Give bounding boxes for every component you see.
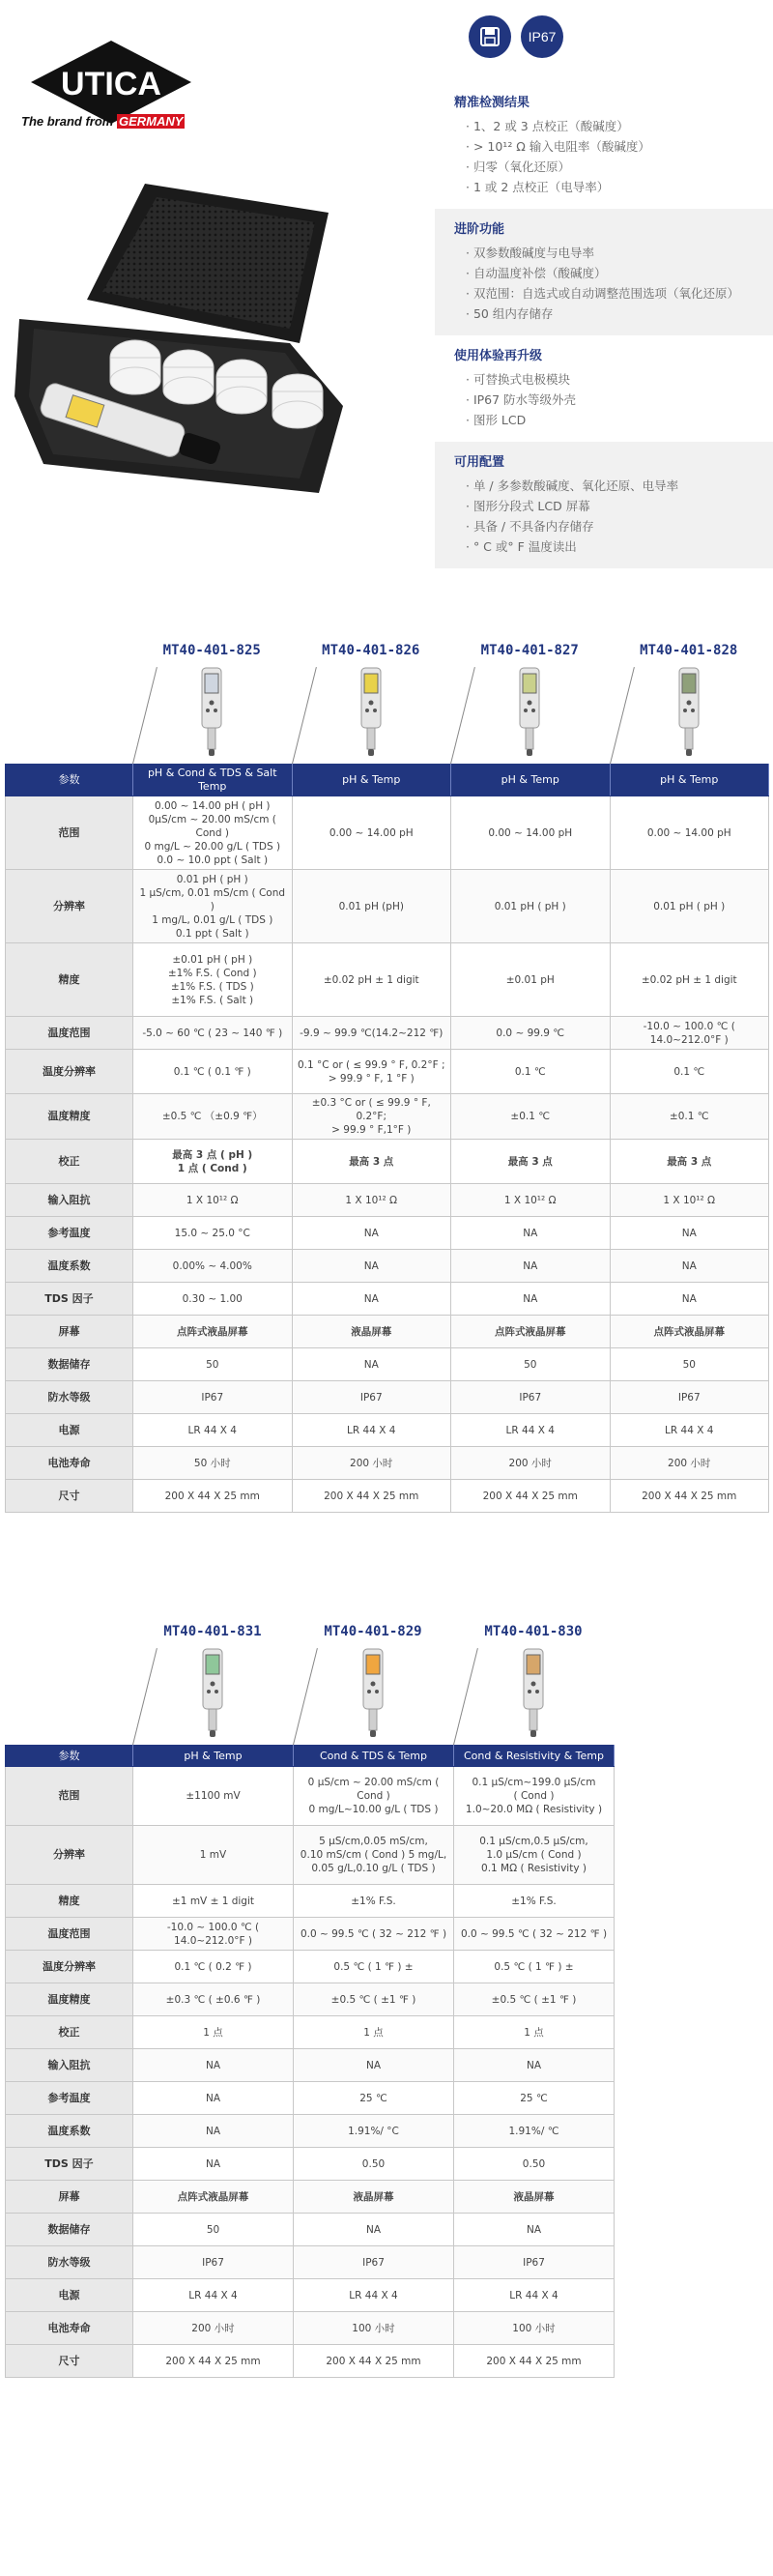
spec-value-cell: 200 X 44 X 25 mm bbox=[454, 2345, 615, 2378]
spec-value-cell: NA bbox=[610, 1250, 769, 1283]
feature-item: · 1 或 2 点校正（电导率） bbox=[466, 177, 761, 197]
spec-value-cell: NA bbox=[451, 1283, 611, 1316]
spec-value-cell: LR 44 X 4 bbox=[292, 1414, 451, 1447]
spec-value-cell: NA bbox=[294, 2049, 454, 2082]
spec-value-cell: IP67 bbox=[292, 1381, 451, 1414]
spec-value-cell: 200 X 44 X 25 mm bbox=[133, 2345, 294, 2378]
spec-value-cell: NA bbox=[610, 1283, 769, 1316]
spec-value-cell: 最高 3 点 bbox=[292, 1140, 451, 1184]
table-row bbox=[6, 1381, 769, 1414]
table-row bbox=[6, 1918, 615, 1951]
param-label-cell: 范围 bbox=[6, 1767, 133, 1826]
spec-value-cell: 25 ℃ bbox=[294, 2082, 454, 2115]
spec-value-cell: 最高 3 点 ( pH ) 1 点 ( Cond ) bbox=[133, 1140, 293, 1184]
spec-value-cell: ±0.02 pH ± 1 digit bbox=[292, 943, 451, 1017]
spec-value-cell: ±0.1 ℃ bbox=[610, 1094, 769, 1140]
spec-value-cell: 50 bbox=[133, 1348, 293, 1381]
param-header-cell: 参数 bbox=[6, 765, 133, 796]
table-row bbox=[6, 1017, 769, 1050]
spec-value-cell: NA bbox=[292, 1348, 451, 1381]
model-number: MT40-401-826 bbox=[322, 643, 420, 658]
meter-product-image bbox=[676, 666, 701, 758]
spec-value-cell: 200 X 44 X 25 mm bbox=[294, 2345, 454, 2378]
model-number: MT40-401-827 bbox=[480, 643, 579, 658]
spec-value-cell: 1 X 10¹² Ω bbox=[610, 1184, 769, 1217]
spec-value-cell: -5.0 ~ 60 ℃ ( 23 ~ 140 ℉ ) bbox=[133, 1017, 293, 1050]
feature-title: 精准检测结果 bbox=[454, 96, 530, 110]
spec-value-cell: NA bbox=[133, 2049, 294, 2082]
spec-value-cell: 0.50 bbox=[294, 2148, 454, 2181]
table-row bbox=[6, 1217, 769, 1250]
meter-product-image bbox=[358, 666, 384, 758]
spec-value-cell: 液晶屏幕 bbox=[454, 2181, 615, 2214]
spec-value-cell: 0.00 ~ 14.00 pH bbox=[451, 796, 611, 870]
spec-value-cell: 点阵式液晶屏幕 bbox=[610, 1316, 769, 1348]
spec-value-cell: ±1% F.S. bbox=[454, 1885, 615, 1918]
spec-table-1 bbox=[5, 764, 769, 1513]
table-row bbox=[6, 1094, 769, 1140]
spec-value-cell: 50 bbox=[451, 1348, 611, 1381]
utica-logo bbox=[19, 39, 203, 135]
spec-value-cell: -10.0 ~ 100.0 ℃ ( 14.0~212.0°F ) bbox=[610, 1017, 769, 1050]
param-label-cell: 输入阻抗 bbox=[6, 1184, 133, 1217]
spec-value-cell: 最高 3 点 bbox=[610, 1140, 769, 1184]
param-label-cell: 防水等级 bbox=[6, 1381, 133, 1414]
model-column-header bbox=[132, 643, 292, 762]
table-row bbox=[6, 2181, 615, 2214]
param-label-cell: 电源 bbox=[6, 2279, 133, 2312]
table-row bbox=[6, 1826, 615, 1885]
spec-value-cell: NA bbox=[451, 1217, 611, 1250]
utica-diamond-logo bbox=[19, 39, 203, 126]
feature-title: 使用体验再升级 bbox=[454, 349, 543, 363]
spec-value-cell: 0.1 ℃ ( 0.2 ℉ ) bbox=[133, 1951, 294, 1983]
table-row bbox=[6, 1447, 769, 1480]
spec-value-cell: 50 bbox=[610, 1348, 769, 1381]
param-label-cell: 输入阻抗 bbox=[6, 2049, 133, 2082]
param-label-cell: 数据储存 bbox=[6, 1348, 133, 1381]
spec-value-cell: 0.1 ℃ bbox=[451, 1050, 611, 1094]
spec-value-cell: 0.00 ~ 14.00 pH bbox=[292, 796, 451, 870]
meter-product-image bbox=[521, 1647, 546, 1739]
spec-value-cell: 0.0 ~ 99.5 ℃ ( 32 ~ 212 ℉ ) bbox=[294, 1918, 454, 1951]
spec-value-cell: 0.50 bbox=[454, 2148, 615, 2181]
spec-value-cell: 25 ℃ bbox=[454, 2082, 615, 2115]
feature-item: · 可替换式电极模块 bbox=[466, 369, 761, 390]
feature-item: · ° C 或° F 温度读出 bbox=[466, 536, 761, 557]
param-label-cell: 校正 bbox=[6, 2016, 133, 2049]
feature-item: · IP67 防水等级外壳 bbox=[466, 390, 761, 410]
model-column-header bbox=[453, 1624, 614, 1743]
param-label-cell: 温度分辨率 bbox=[6, 1050, 133, 1094]
spec-value-cell: 200 小时 bbox=[133, 2312, 294, 2345]
feature-item: · 图形 LCD bbox=[466, 410, 761, 430]
spec-value-cell: LR 44 X 4 bbox=[454, 2279, 615, 2312]
spec-table-1-section bbox=[5, 643, 769, 1513]
feature-block-configs bbox=[435, 442, 773, 568]
spec-value-cell: 1 X 10¹² Ω bbox=[133, 1184, 293, 1217]
param-label-cell: 尺寸 bbox=[6, 2345, 133, 2378]
spec-value-cell: 0.0 ~ 99.5 ℃ ( 32 ~ 212 ℉ ) bbox=[454, 1918, 615, 1951]
spec-value-cell: 200 X 44 X 25 mm bbox=[610, 1480, 769, 1513]
model-column-header bbox=[293, 1624, 453, 1743]
feature-badges bbox=[469, 15, 563, 58]
table-row bbox=[6, 2312, 615, 2345]
feature-item: · 1、2 或 3 点校正（酸碱度） bbox=[466, 116, 761, 136]
feature-item: · 双参数酸碱度与电导率 bbox=[466, 243, 761, 263]
table-row bbox=[6, 2082, 615, 2115]
spec-value-cell: NA bbox=[133, 2115, 294, 2148]
spec-value-cell: ±1 mV ± 1 digit bbox=[133, 1885, 294, 1918]
model-number: MT40-401-830 bbox=[484, 1624, 583, 1639]
spec-value-cell: 200 X 44 X 25 mm bbox=[451, 1480, 611, 1513]
spec-value-cell: 0.5 ℃ ( 1 ℉ ) ± bbox=[294, 1951, 454, 1983]
spec-value-cell: 1.91%/ °C bbox=[294, 2115, 454, 2148]
table-row bbox=[6, 1885, 615, 1918]
param-label-cell: 校正 bbox=[6, 1140, 133, 1184]
param-label-cell: TDS 因子 bbox=[6, 2148, 133, 2181]
spec-value-cell: 100 小时 bbox=[454, 2312, 615, 2345]
param-label-cell: 电源 bbox=[6, 1414, 133, 1447]
spec-value-cell: 点阵式液晶屏幕 bbox=[133, 1316, 293, 1348]
spec-value-cell: 200 小时 bbox=[451, 1447, 611, 1480]
spec-value-cell: 1 点 bbox=[294, 2016, 454, 2049]
spec-value-cell: 0.00 ~ 14.00 pH bbox=[610, 796, 769, 870]
spec-value-cell: 0.30 ~ 1.00 bbox=[133, 1283, 293, 1316]
param-label-cell: 参考温度 bbox=[6, 2082, 133, 2115]
param-label-cell: 电池寿命 bbox=[6, 2312, 133, 2345]
feature-item: · 自动温度补偿（酸碱度） bbox=[466, 263, 761, 283]
param-label-cell: 屏幕 bbox=[6, 2181, 133, 2214]
spec-value-cell: ±0.3 °C or ( ≤ 99.9 ° F, 0.2°F; > 99.9 ° F,1°F ) bbox=[292, 1094, 451, 1140]
spec-value-cell: 液晶屏幕 bbox=[294, 2181, 454, 2214]
spec-table-2 bbox=[5, 1745, 615, 2378]
spec-value-cell: IP67 bbox=[133, 1381, 293, 1414]
spec-value-cell: ±0.5 ℃ （±0.9 ℉） bbox=[133, 1094, 293, 1140]
svg-text:UTICA: UTICA bbox=[61, 66, 161, 102]
spec-value-cell: NA bbox=[292, 1217, 451, 1250]
model-column-header bbox=[132, 1624, 293, 1743]
spec-value-cell: 0.01 pH ( pH ) bbox=[451, 870, 611, 943]
model-type-header-cell: Cond & TDS & Temp bbox=[294, 1746, 454, 1767]
spec-value-cell: ±0.01 pH bbox=[451, 943, 611, 1017]
spec-value-cell: ±1% F.S. bbox=[294, 1885, 454, 1918]
param-label-cell: 温度范围 bbox=[6, 1918, 133, 1951]
param-label-cell: 分辨率 bbox=[6, 1826, 133, 1885]
feature-item: · 具备 / 不具备内存储存 bbox=[466, 516, 761, 536]
spec-value-cell: 0.01 pH (pH) bbox=[292, 870, 451, 943]
model-column-header bbox=[292, 643, 451, 762]
spec-value-cell: ±1100 mV bbox=[133, 1767, 294, 1826]
table-row bbox=[6, 1414, 769, 1447]
table-row bbox=[6, 2214, 615, 2246]
spec-value-cell: 0.1 μS/cm~199.0 μS/cm ( Cond ) 1.0~20.0 MΩ ( Resistivity ) bbox=[454, 1767, 615, 1826]
param-label-cell: 电池寿命 bbox=[6, 1447, 133, 1480]
model-type-header-cell: Cond & Resistivity & Temp bbox=[454, 1746, 615, 1767]
table-row bbox=[6, 2148, 615, 2181]
spec-value-cell: 0.1 ℃ ( 0.1 ℉ ) bbox=[133, 1050, 293, 1094]
param-label-cell: 分辨率 bbox=[6, 870, 133, 943]
spec-value-cell: 1.91%/ ℃ bbox=[454, 2115, 615, 2148]
spec-value-cell: IP67 bbox=[454, 2246, 615, 2279]
spec-value-cell: 15.0 ~ 25.0 °C bbox=[133, 1217, 293, 1250]
spec-value-cell: ±0.3 ℃ ( ±0.6 ℉ ) bbox=[133, 1983, 294, 2016]
spec-value-cell: NA bbox=[454, 2214, 615, 2246]
table-row bbox=[6, 2246, 615, 2279]
table-row bbox=[6, 2279, 615, 2312]
model-type-header-cell: pH & Temp bbox=[292, 765, 451, 796]
table-row bbox=[6, 2115, 615, 2148]
spec-value-cell: -10.0 ~ 100.0 ℃ ( 14.0~212.0°F ) bbox=[133, 1918, 294, 1951]
spec-value-cell: 1 X 10¹² Ω bbox=[292, 1184, 451, 1217]
param-label-cell: 温度系数 bbox=[6, 1250, 133, 1283]
param-label-cell: 温度精度 bbox=[6, 1094, 133, 1140]
spec-value-cell: ±0.5 ℃ ( ±1 ℉ ) bbox=[294, 1983, 454, 2016]
spec-value-cell: 0 μS/cm ~ 20.00 mS/cm ( Cond ) 0 mg/L~10.00 g/L ( TDS ) bbox=[294, 1767, 454, 1826]
spec-value-cell: IP67 bbox=[451, 1381, 611, 1414]
spec-value-cell: 0.00% ~ 4.00% bbox=[133, 1250, 293, 1283]
table-row bbox=[6, 2345, 615, 2378]
param-header-cell: 参数 bbox=[6, 1746, 133, 1767]
spec-value-cell: 200 X 44 X 25 mm bbox=[133, 1480, 293, 1513]
spec-value-cell: 点阵式液晶屏幕 bbox=[451, 1316, 611, 1348]
spec-value-cell: 0.1 μS/cm,0.5 μS/cm, 1.0 μS/cm ( Cond ) 0.1 MΩ ( Resistivity ) bbox=[454, 1826, 615, 1885]
table-header-row bbox=[6, 1746, 615, 1767]
spec-value-cell: 1 mV bbox=[133, 1826, 294, 1885]
param-label-cell: 数据储存 bbox=[6, 2214, 133, 2246]
model-number: MT40-401-828 bbox=[640, 643, 738, 658]
spec-value-cell: NA bbox=[133, 2148, 294, 2181]
ip67-badge: IP67 bbox=[521, 15, 563, 58]
spec-value-cell: 50 小时 bbox=[133, 1447, 293, 1480]
spec-value-cell: 最高 3 点 bbox=[451, 1140, 611, 1184]
spec-value-cell: NA bbox=[292, 1250, 451, 1283]
table-row bbox=[6, 1767, 615, 1826]
param-label-cell: 参考温度 bbox=[6, 1217, 133, 1250]
model-number: MT40-401-831 bbox=[163, 1624, 262, 1639]
param-label-cell: 温度分辨率 bbox=[6, 1951, 133, 1983]
model-number: MT40-401-825 bbox=[162, 643, 261, 658]
spec-value-cell: LR 44 X 4 bbox=[133, 1414, 293, 1447]
spec-value-cell: IP67 bbox=[294, 2246, 454, 2279]
spec-value-cell: IP67 bbox=[133, 2246, 294, 2279]
param-label-cell: TDS 因子 bbox=[6, 1283, 133, 1316]
feature-block-experience bbox=[435, 335, 773, 442]
param-label-cell: 温度精度 bbox=[6, 1983, 133, 2016]
table-row bbox=[6, 1951, 615, 1983]
param-label-cell: 范围 bbox=[6, 796, 133, 870]
table-row bbox=[6, 1140, 769, 1184]
meter-product-image bbox=[199, 666, 224, 758]
feature-item: · 图形分段式 LCD 屏幕 bbox=[466, 496, 761, 516]
param-label-cell: 防水等级 bbox=[6, 2246, 133, 2279]
spec-value-cell: 液晶屏幕 bbox=[292, 1316, 451, 1348]
param-label-cell: 尺寸 bbox=[6, 1480, 133, 1513]
spec-value-cell: 1 X 10¹² Ω bbox=[451, 1184, 611, 1217]
spec-value-cell: 200 小时 bbox=[292, 1447, 451, 1480]
table-row bbox=[6, 2016, 615, 2049]
feature-item: · 50 组内存储存 bbox=[466, 304, 761, 324]
spec-table-2-section bbox=[5, 1624, 615, 2378]
spec-value-cell: ±0.01 pH ( pH ) ±1% F.S. ( Cond ) ±1% F.S. ( TDS ) ±1% F.S. ( Salt ) bbox=[133, 943, 293, 1017]
spec-value-cell: 200 小时 bbox=[610, 1447, 769, 1480]
spec-value-cell: 0.0 ~ 99.9 ℃ bbox=[451, 1017, 611, 1050]
spec-value-cell: ±0.5 ℃ ( ±1 ℉ ) bbox=[454, 1983, 615, 2016]
param-label-cell: 温度范围 bbox=[6, 1017, 133, 1050]
table-row bbox=[6, 1184, 769, 1217]
spec-value-cell: NA bbox=[610, 1217, 769, 1250]
table-row bbox=[6, 870, 769, 943]
table-row bbox=[6, 2049, 615, 2082]
spec-value-cell: 200 X 44 X 25 mm bbox=[292, 1480, 451, 1513]
spec-value-cell: 1 点 bbox=[133, 2016, 294, 2049]
model-type-header-cell: pH & Temp bbox=[610, 765, 769, 796]
table-row bbox=[6, 1316, 769, 1348]
feature-item: · 归零（氧化还原） bbox=[466, 157, 761, 177]
meter-product-image bbox=[360, 1647, 386, 1739]
model-type-header-cell: pH & Cond & TDS & Salt Temp bbox=[133, 765, 293, 796]
spec-value-cell: 0.00 ~ 14.00 pH ( pH ) 0μS/cm ~ 20.00 mS/cm ( Cond ) 0 mg/L ~ 20.00 g/L ( TDS ) 0.0 ~ 10.0 ppt ( Salt ) bbox=[133, 796, 293, 870]
spec-value-cell: NA bbox=[133, 2082, 294, 2115]
model-column-header bbox=[450, 643, 610, 762]
table-row bbox=[6, 1050, 769, 1094]
spec-value-cell: LR 44 X 4 bbox=[294, 2279, 454, 2312]
model-header-row bbox=[5, 1624, 614, 1745]
spec-value-cell: LR 44 X 4 bbox=[451, 1414, 611, 1447]
spec-value-cell: 50 bbox=[133, 2214, 294, 2246]
model-column-header bbox=[610, 643, 769, 762]
spec-value-cell: NA bbox=[292, 1283, 451, 1316]
spec-value-cell: 0.01 pH ( pH ) 1 μS/cm, 0.01 mS/cm ( Cond ) 1 mg/L, 0.01 g/L ( TDS ) 0.1 ppt ( Salt ) bbox=[133, 870, 293, 943]
table-row bbox=[6, 1250, 769, 1283]
table-row bbox=[6, 1983, 615, 2016]
brand-tagline: The brand from GERMANY bbox=[21, 114, 184, 129]
feature-list bbox=[435, 82, 773, 568]
spec-value-cell: -9.9 ~ 99.9 ℃(14.2~212 ℉) bbox=[292, 1017, 451, 1050]
param-label-cell: 精度 bbox=[6, 1885, 133, 1918]
param-label-cell: 屏幕 bbox=[6, 1316, 133, 1348]
feature-block-accuracy bbox=[435, 82, 773, 209]
spec-value-cell: LR 44 X 4 bbox=[133, 2279, 294, 2312]
feature-item: · 单 / 多参数酸碱度、氧化还原、电导率 bbox=[466, 476, 761, 496]
table-row bbox=[6, 1348, 769, 1381]
table-row bbox=[6, 1283, 769, 1316]
model-type-header-cell: pH & Temp bbox=[451, 765, 611, 796]
model-type-header-cell: pH & Temp bbox=[133, 1746, 294, 1767]
spec-value-cell: 0.5 ℃ ( 1 ℉ ) ± bbox=[454, 1951, 615, 1983]
feature-title: 可用配置 bbox=[454, 455, 505, 470]
feature-item: · 双范围：自选式或自动调整范围选项（氧化还原） bbox=[466, 283, 761, 304]
table-row bbox=[6, 1480, 769, 1513]
spec-value-cell: 0.1 °C or ( ≤ 99.9 ° F, 0.2°F ; > 99.9 ° F, 1 °F ) bbox=[292, 1050, 451, 1094]
table-row bbox=[6, 796, 769, 870]
feature-block-advanced bbox=[435, 209, 773, 335]
model-header-row bbox=[5, 643, 768, 764]
param-label-cell: 温度系数 bbox=[6, 2115, 133, 2148]
spec-value-cell: ±0.1 ℃ bbox=[451, 1094, 611, 1140]
param-label-cell: 精度 bbox=[6, 943, 133, 1017]
table-header-row bbox=[6, 765, 769, 796]
feature-item: · > 10¹² Ω 输入电阻率（酸碱度） bbox=[466, 136, 761, 157]
spec-value-cell: 0.1 ℃ bbox=[610, 1050, 769, 1094]
carrying-case-kit-image bbox=[10, 174, 348, 503]
meter-product-image bbox=[200, 1647, 225, 1739]
table-row bbox=[6, 943, 769, 1017]
spec-value-cell: ±0.02 pH ± 1 digit bbox=[610, 943, 769, 1017]
spec-value-cell: NA bbox=[454, 2049, 615, 2082]
spec-value-cell: NA bbox=[451, 1250, 611, 1283]
spec-value-cell: IP67 bbox=[610, 1381, 769, 1414]
floppy-disk-icon bbox=[469, 15, 511, 58]
meter-product-image bbox=[517, 666, 542, 758]
spec-value-cell: 0.01 pH ( pH ) bbox=[610, 870, 769, 943]
spec-value-cell: LR 44 X 4 bbox=[610, 1414, 769, 1447]
spec-value-cell: 100 小时 bbox=[294, 2312, 454, 2345]
model-number: MT40-401-829 bbox=[324, 1624, 422, 1639]
feature-title: 进阶功能 bbox=[454, 222, 505, 237]
spec-value-cell: 点阵式液晶屏幕 bbox=[133, 2181, 294, 2214]
spec-value-cell: 5 μS/cm,0.05 mS/cm, 0.10 mS/cm ( Cond ) 5 mg/L, 0.05 g/L,0.10 g/L ( TDS ) bbox=[294, 1826, 454, 1885]
spec-value-cell: 1 点 bbox=[454, 2016, 615, 2049]
spec-value-cell: NA bbox=[294, 2214, 454, 2246]
